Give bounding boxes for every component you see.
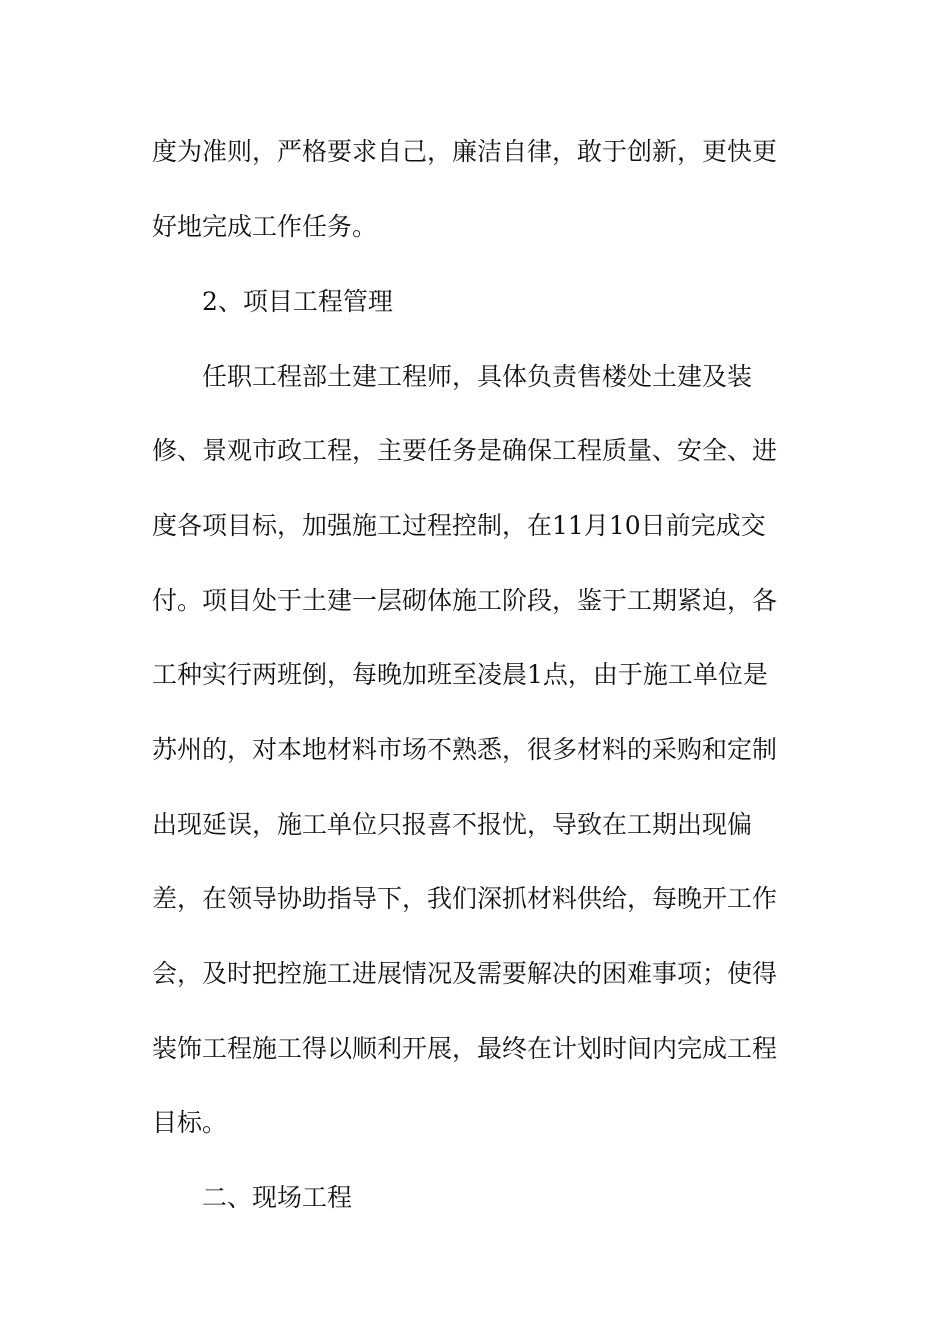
paragraph-line: 会，及时把控施工进展情况及需要解决的困难事项；使得 bbox=[152, 959, 778, 988]
paragraph-continuation-line: 度为准则，严格要求自己，廉洁自律，敢于创新，更快更 bbox=[152, 137, 778, 166]
paragraph-line: 装饰工程施工得以顺利开展，最终在计划时间内完成工程 bbox=[152, 1034, 778, 1063]
paragraph-line: 差，在领导协助指导下，我们深抓材料供给，每晚开工作 bbox=[152, 884, 778, 913]
paragraph-line: 任职工程部土建工程师，具体负责售楼处土建及装 bbox=[202, 362, 753, 391]
paragraph-line: 修、景观市政工程，主要任务是确保工程质量、安全、进 bbox=[152, 436, 778, 465]
paragraph-line: 付。项目处于土建一层砌体施工阶段，鉴于工期紧迫，各 bbox=[152, 586, 778, 615]
paragraph-line: 出现延误，施工单位只报喜不报忧，导致在工期出现偏 bbox=[152, 810, 753, 839]
paragraph-line: 度各项目标，加强施工过程控制，在11月10日前完成交 bbox=[152, 511, 766, 540]
paragraph-line: 苏州的，对本地材料市场不熟悉，很多材料的采购和定制 bbox=[152, 735, 778, 764]
section-heading-project-management: 2、项目工程管理 bbox=[202, 287, 393, 316]
paragraph-line: 目标。 bbox=[152, 1108, 228, 1137]
paragraph-continuation-line: 好地完成工作任务。 bbox=[152, 212, 378, 241]
paragraph-line: 工种实行两班倒，每晚加班至凌晨1点，由于施工单位是 bbox=[152, 660, 768, 689]
section-heading-site-engineering: 二、现场工程 bbox=[202, 1183, 353, 1212]
